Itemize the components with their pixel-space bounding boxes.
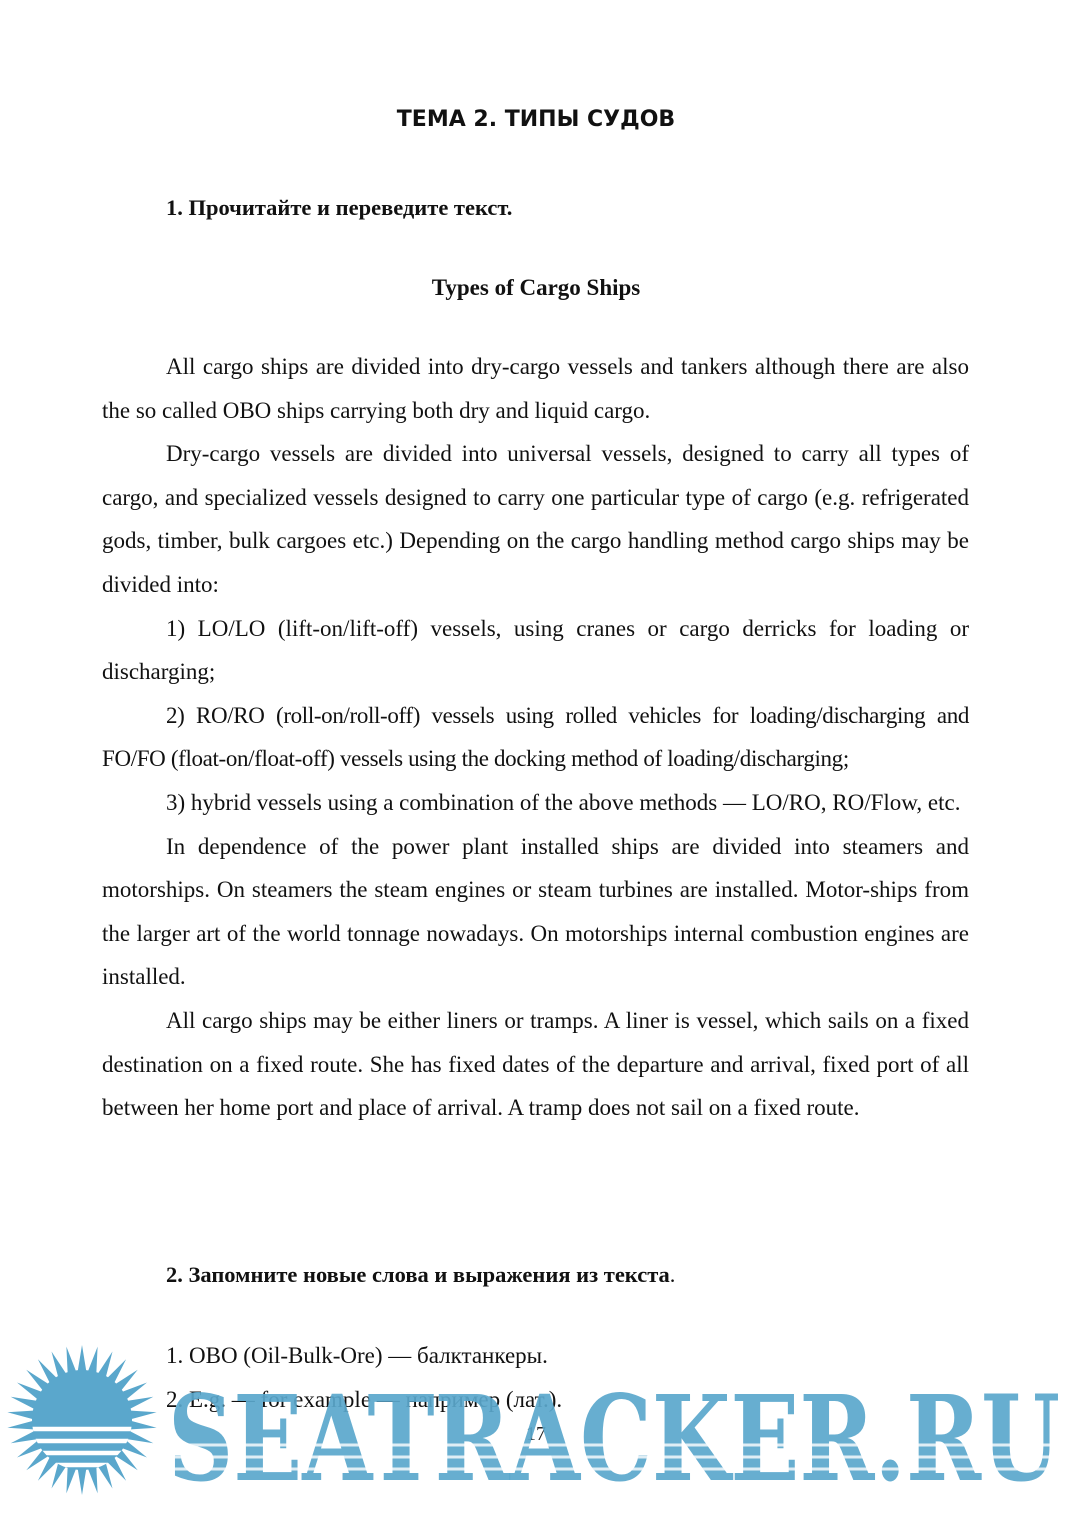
paragraph: In dependence of the power plant installed ships are divided into steamers and motorships. On steamers the steam engines or steam turbines are installed. Motor-ships from the larger art of the world tonnage nowadays. On motorships internal combustion engines are installed.: [102, 833, 969, 990]
sun-ray: [7, 1345, 156, 1495]
paragraph: All cargo ships may be either liners or tramps. A liner is vessel, which sails on a fixed destination on a fixed route. She has fixed dates of the departure and arrival, fixed port of all between her home port and place of arrival. A tramp does not sail on a fixed route.: [102, 1007, 969, 1121]
watermark-text-stripes: [168, 1445, 1062, 1469]
vocab-item: 1. OBO (Oil-Bulk-Ore) — балктанкеры.: [166, 1343, 548, 1368]
page-number: 17: [526, 1423, 546, 1445]
list-item: 2) RO/RO (roll-on/roll-off) vessels using rolled vehicles for loading/discharging and FO/FO (float-on/float-off) vessels using the docking method of loading/discharging;: [102, 702, 969, 772]
paragraph: Dry-cargo vessels are divided into universal vessels, designed to carry all types of cargo, and specialized vessels designed to carry one particular type of cargo (e.g. refrigerated gods, timber, bulk cargoes etc.) Depending on the cargo handling method cargo ships may be divided into:: [102, 441, 969, 597]
topic-title: ТЕМА 2. ТИПЫ СУДОВ: [396, 107, 676, 132]
text-body: [102, 345, 969, 1130]
paragraph: All cargo ships are divided into dry-cargo vessels and tankers although there are also the so called OBO ships carrying both dry and liquid cargo.: [102, 354, 969, 423]
text-title: Types of Cargo Ships: [431, 275, 641, 300]
list-item: 1) LO/LO (lift-on/lift-off) vessels, using cranes or cargo derricks for loading or discharging;: [102, 615, 969, 685]
task-2-heading: [166, 1259, 966, 1291]
task-2-heading-punct: .: [669, 1262, 676, 1287]
task-1-heading: 1. Прочитайте и переведите текст.: [166, 195, 513, 220]
list-item: 3) hybrid vessels using a combination of the above methods — LO/RO, RO/Flow, etc.: [166, 789, 961, 815]
vocab-item: 2. E.g. — for example — например (лат.).: [166, 1386, 563, 1412]
watermark-text: SEATRACKER.RU: [168, 1369, 1060, 1495]
vocab-list: [166, 1334, 986, 1421]
task-2-heading-text: 2. Запомните новые слова и выражения из текста: [166, 1262, 670, 1287]
sun-rays: [7, 1345, 156, 1495]
sun-icon: [7, 1345, 156, 1495]
